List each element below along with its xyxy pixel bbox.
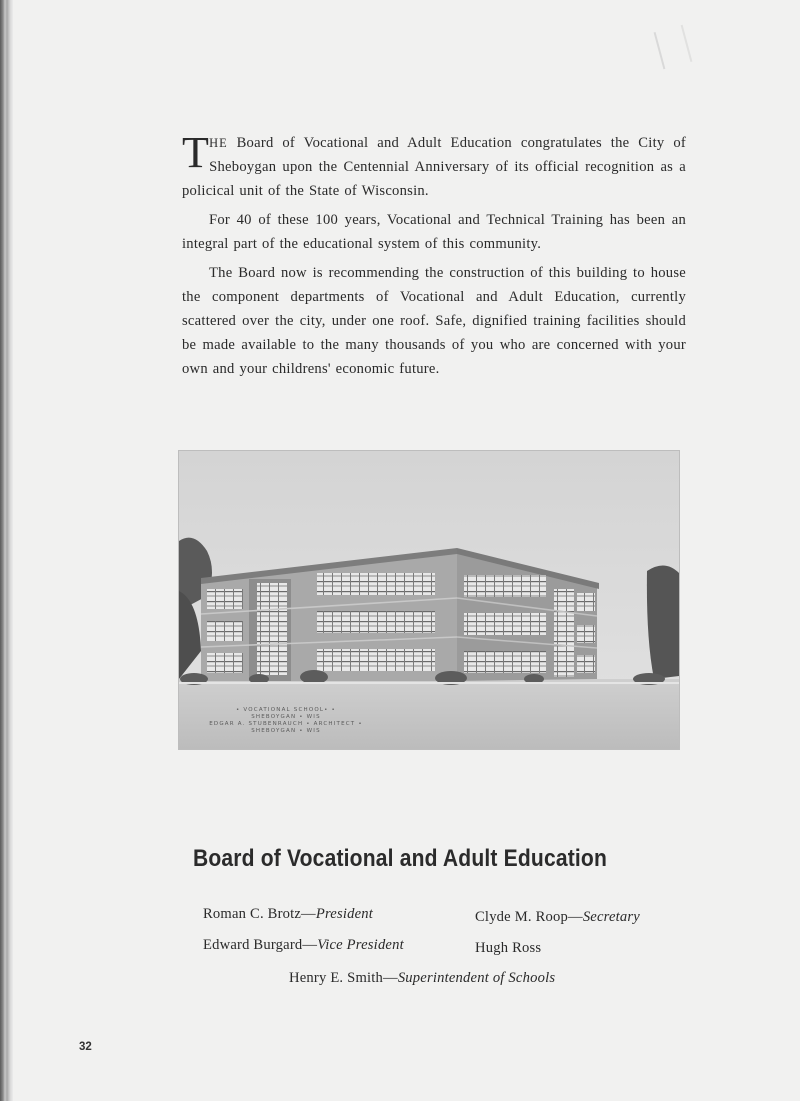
board-member [475,940,541,957]
intro-paragraph-2: For 40 of these 100 years, Vocational and Technical Training has been an integral part of the educational system of this community. [182,212,686,252]
intro-text [182,128,686,381]
member-name: Roman C. Brotz— [203,906,316,922]
board-member [203,937,404,954]
member-role: Superintendent of Schools [397,970,556,986]
building-illustration [178,450,680,750]
caption-line: EDGAR A. STUBENRAUCH • ARCHITECT • [209,721,363,727]
vocational-school-rendering [179,451,679,749]
member-role: President [315,906,374,922]
member-role: Secretary [582,909,640,925]
member-role: Vice President [317,937,404,953]
board-member [203,906,373,923]
caption-line: SHEBOYGAN • WIS [251,714,321,720]
board-title: Board of Vocational and Adult Education [192,845,608,872]
rendering-caption [201,707,371,735]
drop-cap: T [182,128,210,177]
paragraph-1-text: Board of Vocational and Adult Education congratulates the City of Sheboygan upon the Centennial Anniversary of its official recognition as a policical unit of the State of Wisconsin. [182,135,686,199]
intro-paragraph-1 [182,128,686,203]
page-number: 32 [79,1041,92,1053]
board-member [475,909,640,926]
first-word-smallcaps: HE [209,136,228,150]
caption-line: • VOCATIONAL SCHOOL• • [236,707,336,713]
binding-edge [0,0,13,1101]
board-member [289,970,555,987]
pencil-mark [654,25,693,69]
member-name: Clyde M. Roop— [475,909,583,925]
caption-line: SHEBOYGAN • WIS [251,728,321,734]
intro-paragraph-3: The Board now is recommending the construction of this building to house the component departments of Vocational and Adult Education, currently scattered over the city, under one roof. Safe, dignified training facilities should be made available to the many thousands of you who are concerned with your own and your childrens' economic future. [182,265,686,377]
member-name: Henry E. Smith— [289,970,398,986]
member-name: Edward Burgard— [203,937,318,953]
member-name: Hugh Ross [475,940,542,956]
